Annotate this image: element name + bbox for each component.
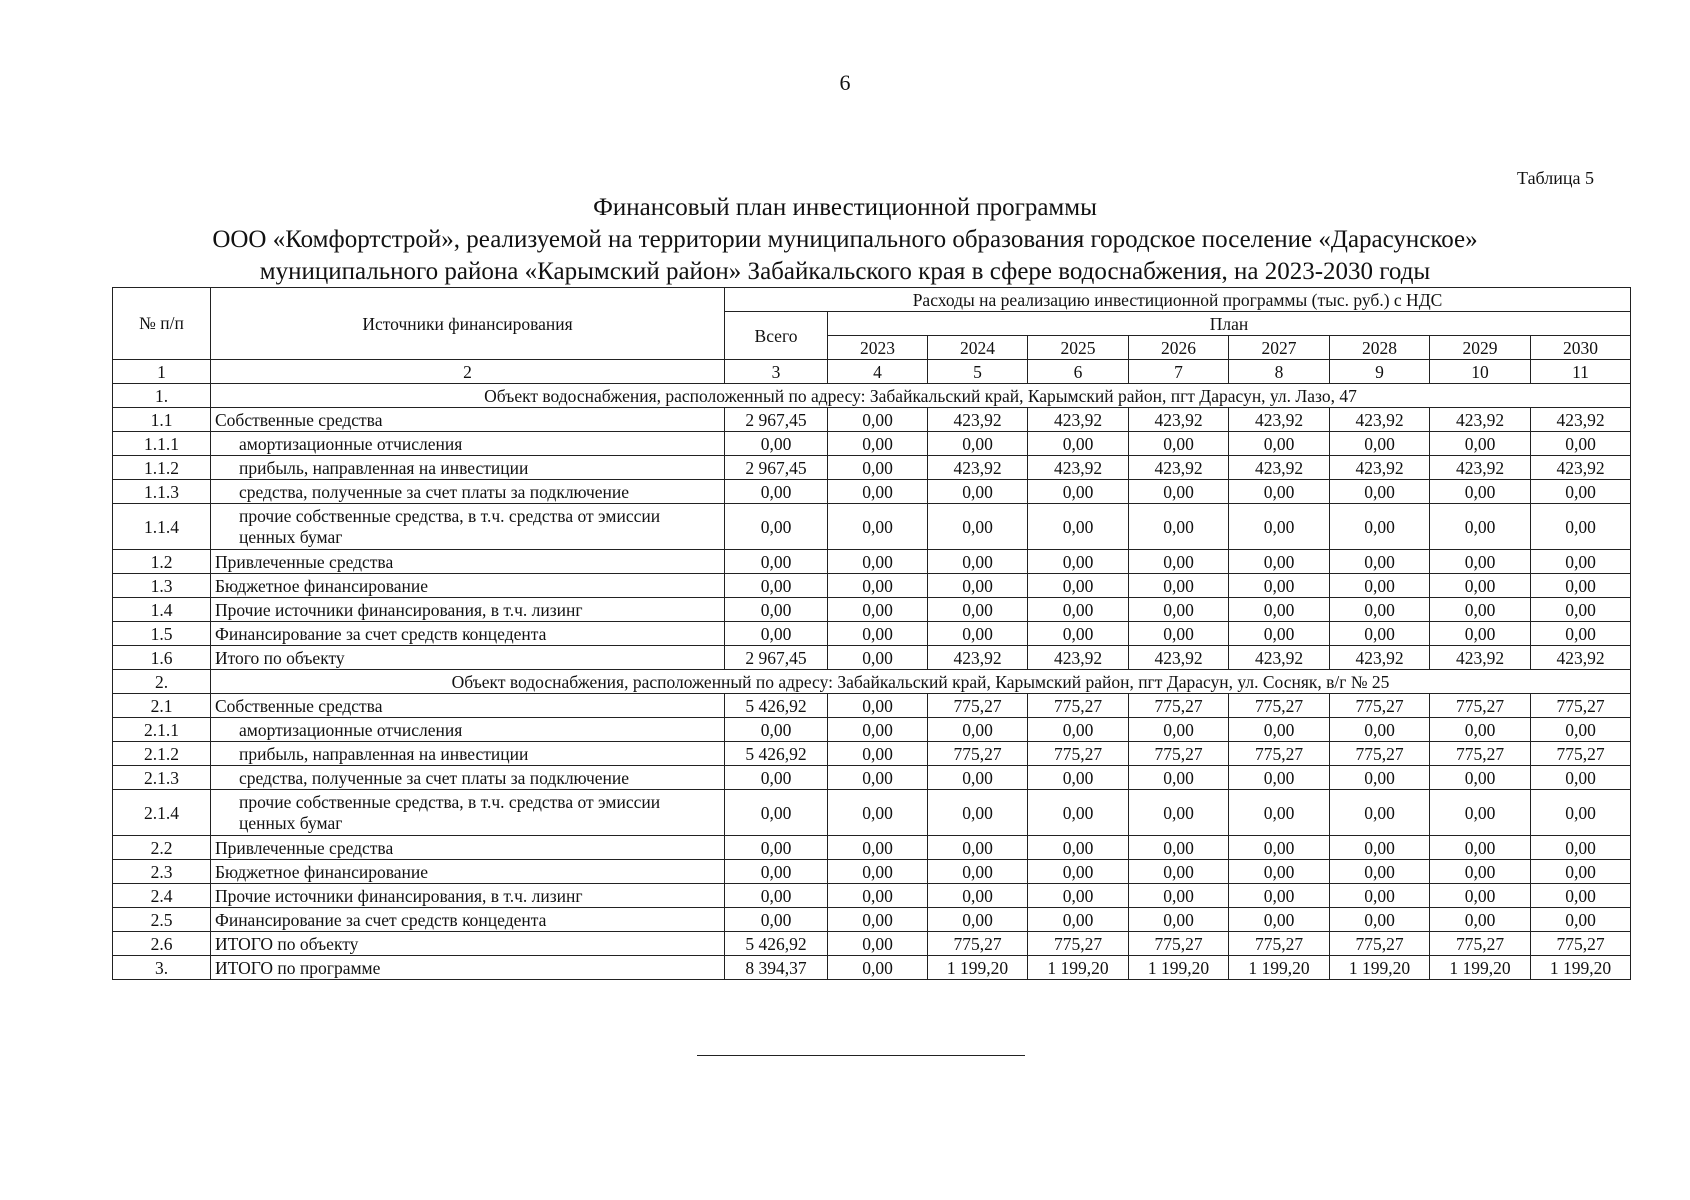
- header-plan: План: [828, 312, 1631, 336]
- year-value: 423,92: [928, 646, 1028, 670]
- header-year: 2027: [1229, 336, 1330, 360]
- year-value: 0,00: [1531, 790, 1631, 836]
- year-value: 0,00: [1430, 908, 1531, 932]
- year-value: 0,00: [1330, 550, 1430, 574]
- row-number: 2.4: [113, 884, 211, 908]
- table-row: [113, 908, 1631, 932]
- year-value: 0,00: [1028, 432, 1129, 456]
- column-number: 6: [1028, 360, 1129, 384]
- header-year: 2029: [1430, 336, 1531, 360]
- year-value: 0,00: [828, 790, 928, 836]
- year-value: 0,00: [928, 718, 1028, 742]
- year-value: 775,27: [928, 742, 1028, 766]
- table-row: [113, 408, 1631, 432]
- table-row: [113, 550, 1631, 574]
- year-value: 0,00: [928, 574, 1028, 598]
- table-row: [113, 456, 1631, 480]
- year-value: 423,92: [1229, 646, 1330, 670]
- year-value: 0,00: [1330, 480, 1430, 504]
- funding-source: Прочие источники финансирования, в т.ч. лизинг: [211, 598, 725, 622]
- footer-divider: [697, 1055, 1025, 1056]
- year-value: 775,27: [1330, 694, 1430, 718]
- row-number: 1.5: [113, 622, 211, 646]
- year-value: 775,27: [1531, 694, 1631, 718]
- funding-source: амортизационные отчисления: [211, 718, 725, 742]
- row-number: 2.1.2: [113, 742, 211, 766]
- year-value: 1 199,20: [928, 956, 1028, 980]
- section-title: Объект водоснабжения, расположенный по адресу: Забайкальский край, Карымский район, пгт Дарасун, ул. Сосняк, в/г № 25: [211, 670, 1631, 694]
- year-value: 0,00: [1430, 766, 1531, 790]
- year-value: 0,00: [1129, 432, 1229, 456]
- page-number: 6: [839, 70, 851, 95]
- column-number: 11: [1531, 360, 1631, 384]
- year-value: 0,00: [828, 574, 928, 598]
- table-caption: Таблица 5: [1517, 168, 1594, 188]
- year-value: 0,00: [1531, 504, 1631, 550]
- year-value: 0,00: [1229, 836, 1330, 860]
- year-value: 0,00: [1330, 504, 1430, 550]
- year-value: 0,00: [1330, 836, 1430, 860]
- financial-plan-table: [112, 287, 1631, 980]
- year-value: 0,00: [928, 884, 1028, 908]
- total-value: 0,00: [725, 574, 828, 598]
- header-year: 2023: [828, 336, 928, 360]
- year-value: 775,27: [1330, 932, 1430, 956]
- year-value: 0,00: [928, 790, 1028, 836]
- table-row: [113, 884, 1631, 908]
- total-value: 2 967,45: [725, 646, 828, 670]
- header-source: Источники финансирования: [211, 288, 725, 360]
- total-value: 0,00: [725, 550, 828, 574]
- funding-source: Привлеченные средства: [211, 550, 725, 574]
- funding-source: Итого по объекту: [211, 646, 725, 670]
- year-value: 423,92: [928, 456, 1028, 480]
- year-value: 775,27: [1430, 932, 1531, 956]
- year-value: 0,00: [828, 408, 928, 432]
- row-number: 1.2: [113, 550, 211, 574]
- year-value: 0,00: [1430, 622, 1531, 646]
- section-row: [113, 384, 1631, 408]
- year-value: 0,00: [928, 504, 1028, 550]
- column-number: 9: [1330, 360, 1430, 384]
- year-value: 0,00: [828, 766, 928, 790]
- year-value: 0,00: [1129, 790, 1229, 836]
- funding-source: ИТОГО по объекту: [211, 932, 725, 956]
- column-number: 10: [1430, 360, 1531, 384]
- year-value: 0,00: [1430, 574, 1531, 598]
- year-value: 0,00: [1028, 622, 1129, 646]
- funding-source: Привлеченные средства: [211, 836, 725, 860]
- year-value: 0,00: [1229, 598, 1330, 622]
- year-value: 0,00: [1229, 718, 1330, 742]
- funding-source: средства, полученные за счет платы за подключение: [211, 766, 725, 790]
- year-value: 0,00: [828, 646, 928, 670]
- year-value: 0,00: [928, 480, 1028, 504]
- year-value: 0,00: [928, 766, 1028, 790]
- table-body: [113, 384, 1631, 980]
- year-value: 0,00: [828, 908, 928, 932]
- funding-source: прочие собственные средства, в т.ч. средства от эмиссии ценных бумаг: [211, 790, 725, 836]
- table-row: [113, 480, 1631, 504]
- total-value: 0,00: [725, 908, 828, 932]
- row-number: 1.1.1: [113, 432, 211, 456]
- year-value: 0,00: [828, 432, 928, 456]
- year-value: 0,00: [1531, 550, 1631, 574]
- year-value: 1 199,20: [1028, 956, 1129, 980]
- header-year: 2025: [1028, 336, 1129, 360]
- year-value: 775,27: [1028, 742, 1129, 766]
- year-value: 0,00: [1430, 480, 1531, 504]
- year-value: 0,00: [1531, 574, 1631, 598]
- total-value: 0,00: [725, 884, 828, 908]
- year-value: 775,27: [1229, 694, 1330, 718]
- year-value: 775,27: [1531, 742, 1631, 766]
- year-value: 0,00: [1028, 718, 1129, 742]
- funding-source: Прочие источники финансирования, в т.ч. лизинг: [211, 884, 725, 908]
- year-value: 0,00: [1531, 836, 1631, 860]
- year-value: 0,00: [1330, 860, 1430, 884]
- header-year: 2030: [1531, 336, 1631, 360]
- year-value: 0,00: [1129, 598, 1229, 622]
- total-value: 0,00: [725, 622, 828, 646]
- year-value: 0,00: [1229, 766, 1330, 790]
- year-value: 0,00: [828, 694, 928, 718]
- year-value: 0,00: [1330, 574, 1430, 598]
- year-value: 0,00: [828, 836, 928, 860]
- year-value: 0,00: [1430, 598, 1531, 622]
- year-value: 0,00: [1129, 884, 1229, 908]
- year-value: 0,00: [828, 884, 928, 908]
- year-value: 0,00: [1028, 908, 1129, 932]
- total-value: 5 426,92: [725, 694, 828, 718]
- year-value: 423,92: [1531, 408, 1631, 432]
- title-line: муниципального района «Карымский район» Забайкальского края в сфере водоснабжения, на 2023-2030 годы: [259, 258, 1431, 285]
- total-value: 5 426,92: [725, 932, 828, 956]
- title-line: Финансовый план инвестиционной программы: [593, 194, 1097, 221]
- funding-source: прибыль, направленная на инвестиции: [211, 456, 725, 480]
- table-row: [113, 598, 1631, 622]
- year-value: 775,27: [1430, 742, 1531, 766]
- year-value: 775,27: [1330, 742, 1430, 766]
- row-number: 2.6: [113, 932, 211, 956]
- year-value: 423,92: [1028, 456, 1129, 480]
- funding-source: средства, полученные за счет платы за подключение: [211, 480, 725, 504]
- row-number: 2.5: [113, 908, 211, 932]
- year-value: 0,00: [928, 598, 1028, 622]
- year-value: 0,00: [1430, 432, 1531, 456]
- year-value: 775,27: [1129, 932, 1229, 956]
- year-value: 0,00: [1028, 504, 1129, 550]
- year-value: 423,92: [1330, 646, 1430, 670]
- year-value: 423,92: [1028, 408, 1129, 432]
- row-number: 1.3: [113, 574, 211, 598]
- year-value: 0,00: [1531, 860, 1631, 884]
- year-value: 0,00: [1129, 622, 1229, 646]
- total-value: 0,00: [725, 504, 828, 550]
- year-value: 0,00: [1229, 884, 1330, 908]
- header-year: 2024: [928, 336, 1028, 360]
- year-value: 0,00: [1229, 790, 1330, 836]
- year-value: 0,00: [1028, 766, 1129, 790]
- total-value: 0,00: [725, 432, 828, 456]
- total-value: 0,00: [725, 480, 828, 504]
- table-row: [113, 932, 1631, 956]
- funding-source: Финансирование за счет средств концедента: [211, 622, 725, 646]
- row-number: 2.1.4: [113, 790, 211, 836]
- year-value: 775,27: [1129, 742, 1229, 766]
- title-line: ООО «Комфортстрой», реализуемой на территории муниципального образования городское поселение «Дарасунское»: [212, 226, 1478, 253]
- column-number: 1: [113, 360, 211, 384]
- year-value: 423,92: [1330, 408, 1430, 432]
- year-value: 775,27: [1229, 742, 1330, 766]
- year-value: 1 199,20: [1330, 956, 1430, 980]
- year-value: 0,00: [1129, 550, 1229, 574]
- year-value: 0,00: [1028, 574, 1129, 598]
- year-value: 0,00: [928, 622, 1028, 646]
- year-value: 0,00: [828, 622, 928, 646]
- section-row: [113, 670, 1631, 694]
- row-number: 1.1.2: [113, 456, 211, 480]
- year-value: 423,92: [1129, 408, 1229, 432]
- year-value: 0,00: [1531, 598, 1631, 622]
- year-value: 423,92: [1129, 646, 1229, 670]
- column-number: 3: [725, 360, 828, 384]
- funding-source: прибыль, направленная на инвестиции: [211, 742, 725, 766]
- row-number: 1.4: [113, 598, 211, 622]
- column-number: 7: [1129, 360, 1229, 384]
- year-value: 0,00: [1229, 504, 1330, 550]
- funding-source: Бюджетное финансирование: [211, 574, 725, 598]
- year-value: 0,00: [828, 504, 928, 550]
- year-value: 423,92: [1229, 456, 1330, 480]
- table-row: [113, 860, 1631, 884]
- year-value: 0,00: [1229, 550, 1330, 574]
- header-year: 2026: [1129, 336, 1229, 360]
- table-row: [113, 432, 1631, 456]
- total-value: 5 426,92: [725, 742, 828, 766]
- year-value: 0,00: [1229, 480, 1330, 504]
- year-value: 775,27: [1531, 932, 1631, 956]
- year-value: 0,00: [1430, 790, 1531, 836]
- table-row: [113, 790, 1631, 836]
- funding-source: Собственные средства: [211, 408, 725, 432]
- row-number: 2.1: [113, 694, 211, 718]
- year-value: 0,00: [1028, 480, 1129, 504]
- year-value: 0,00: [928, 550, 1028, 574]
- year-value: 0,00: [1028, 836, 1129, 860]
- row-number: 2.2: [113, 836, 211, 860]
- year-value: 0,00: [828, 480, 928, 504]
- column-numbers-row: [113, 360, 1631, 384]
- year-value: 0,00: [1330, 790, 1430, 836]
- year-value: 0,00: [1531, 432, 1631, 456]
- total-value: 0,00: [725, 836, 828, 860]
- year-value: 0,00: [1129, 504, 1229, 550]
- year-value: 0,00: [828, 742, 928, 766]
- table-row: [113, 718, 1631, 742]
- year-value: 0,00: [1129, 766, 1229, 790]
- year-value: 423,92: [1430, 456, 1531, 480]
- year-value: 0,00: [1531, 908, 1631, 932]
- document-title: [80, 192, 1610, 288]
- table-row: [113, 836, 1631, 860]
- column-number: 8: [1229, 360, 1330, 384]
- total-value: 0,00: [725, 790, 828, 836]
- year-value: 423,92: [1430, 408, 1531, 432]
- total-value: 0,00: [725, 598, 828, 622]
- year-value: 0,00: [828, 456, 928, 480]
- year-value: 0,00: [1330, 622, 1430, 646]
- row-number: 2.: [113, 670, 211, 694]
- table-row: [113, 622, 1631, 646]
- header-num: № п/п: [113, 288, 211, 360]
- year-value: 0,00: [1028, 550, 1129, 574]
- year-value: 0,00: [1028, 860, 1129, 884]
- year-value: 0,00: [1129, 480, 1229, 504]
- year-value: 775,27: [1229, 932, 1330, 956]
- year-value: 0,00: [828, 718, 928, 742]
- year-value: 0,00: [1229, 574, 1330, 598]
- year-value: 0,00: [1531, 884, 1631, 908]
- year-value: 423,92: [1430, 646, 1531, 670]
- year-value: 0,00: [828, 932, 928, 956]
- year-value: 775,27: [1430, 694, 1531, 718]
- total-value: 0,00: [725, 766, 828, 790]
- year-value: 0,00: [828, 598, 928, 622]
- year-value: 0,00: [1430, 884, 1531, 908]
- column-number: 5: [928, 360, 1028, 384]
- year-value: 775,27: [928, 932, 1028, 956]
- year-value: 0,00: [1129, 718, 1229, 742]
- year-value: 423,92: [1028, 646, 1129, 670]
- year-value: 775,27: [1129, 694, 1229, 718]
- header-total: Всего: [725, 312, 828, 360]
- year-value: 0,00: [1129, 574, 1229, 598]
- year-value: 0,00: [1028, 790, 1129, 836]
- year-value: 0,00: [828, 550, 928, 574]
- funding-source: Финансирование за счет средств концедента: [211, 908, 725, 932]
- year-value: 0,00: [1531, 622, 1631, 646]
- year-value: 0,00: [1330, 598, 1430, 622]
- row-number: 1.1: [113, 408, 211, 432]
- year-value: 0,00: [1028, 884, 1129, 908]
- row-number: 2.1.1: [113, 718, 211, 742]
- table-row: [113, 956, 1631, 980]
- funding-source: амортизационные отчисления: [211, 432, 725, 456]
- year-value: 775,27: [1028, 932, 1129, 956]
- year-value: 0,00: [1129, 908, 1229, 932]
- total-value: 2 967,45: [725, 456, 828, 480]
- row-number: 2.3: [113, 860, 211, 884]
- funding-source: прочие собственные средства, в т.ч. средства от эмиссии ценных бумаг: [211, 504, 725, 550]
- year-value: 0,00: [1028, 598, 1129, 622]
- year-value: 423,92: [1531, 456, 1631, 480]
- year-value: 0,00: [928, 860, 1028, 884]
- table-row: [113, 766, 1631, 790]
- funding-source: ИТОГО по программе: [211, 956, 725, 980]
- year-value: 0,00: [928, 432, 1028, 456]
- header-expenses: Расходы на реализацию инвестиционной программы (тыс. руб.) с НДС: [725, 288, 1631, 312]
- total-value: 2 967,45: [725, 408, 828, 432]
- year-value: 0,00: [1229, 908, 1330, 932]
- year-value: 0,00: [1430, 718, 1531, 742]
- row-number: 2.1.3: [113, 766, 211, 790]
- year-value: 0,00: [928, 836, 1028, 860]
- year-value: 0,00: [1330, 718, 1430, 742]
- table-row: [113, 646, 1631, 670]
- total-value: 0,00: [725, 718, 828, 742]
- section-title: Объект водоснабжения, расположенный по адресу: Забайкальский край, Карымский район, пгт Дарасун, ул. Лазо, 47: [211, 384, 1631, 408]
- year-value: 423,92: [1129, 456, 1229, 480]
- year-value: 0,00: [1330, 432, 1430, 456]
- year-value: 0,00: [1531, 480, 1631, 504]
- year-value: 0,00: [1430, 860, 1531, 884]
- year-value: 0,00: [1129, 860, 1229, 884]
- year-value: 0,00: [1330, 766, 1430, 790]
- year-value: 1 199,20: [1229, 956, 1330, 980]
- year-value: 0,00: [1330, 908, 1430, 932]
- year-value: 0,00: [828, 860, 928, 884]
- total-value: 8 394,37: [725, 956, 828, 980]
- year-value: 775,27: [928, 694, 1028, 718]
- column-number: 4: [828, 360, 928, 384]
- header-year: 2028: [1330, 336, 1430, 360]
- year-value: 0,00: [1229, 860, 1330, 884]
- year-value: 0,00: [1430, 550, 1531, 574]
- table-row: [113, 504, 1631, 550]
- year-value: 0,00: [1330, 884, 1430, 908]
- funding-source: Собственные средства: [211, 694, 725, 718]
- column-number: 2: [211, 360, 725, 384]
- row-number: 1.1.3: [113, 480, 211, 504]
- table-row: [113, 574, 1631, 598]
- total-value: 0,00: [725, 860, 828, 884]
- year-value: 0,00: [1229, 622, 1330, 646]
- year-value: 423,92: [1531, 646, 1631, 670]
- funding-source: Бюджетное финансирование: [211, 860, 725, 884]
- year-value: 0,00: [1531, 718, 1631, 742]
- year-value: 0,00: [1229, 432, 1330, 456]
- year-value: 423,92: [928, 408, 1028, 432]
- table-row: [113, 694, 1631, 718]
- year-value: 0,00: [828, 956, 928, 980]
- year-value: 0,00: [1430, 504, 1531, 550]
- table-row: [113, 742, 1631, 766]
- year-value: 775,27: [1028, 694, 1129, 718]
- year-value: 0,00: [1129, 836, 1229, 860]
- year-value: 0,00: [1531, 766, 1631, 790]
- row-number: 1.: [113, 384, 211, 408]
- year-value: 423,92: [1330, 456, 1430, 480]
- year-value: 1 199,20: [1531, 956, 1631, 980]
- year-value: 1 199,20: [1430, 956, 1531, 980]
- row-number: 3.: [113, 956, 211, 980]
- row-number: 1.1.4: [113, 504, 211, 550]
- year-value: 0,00: [1430, 836, 1531, 860]
- row-number: 1.6: [113, 646, 211, 670]
- year-value: 423,92: [1229, 408, 1330, 432]
- year-value: 1 199,20: [1129, 956, 1229, 980]
- year-value: 0,00: [928, 908, 1028, 932]
